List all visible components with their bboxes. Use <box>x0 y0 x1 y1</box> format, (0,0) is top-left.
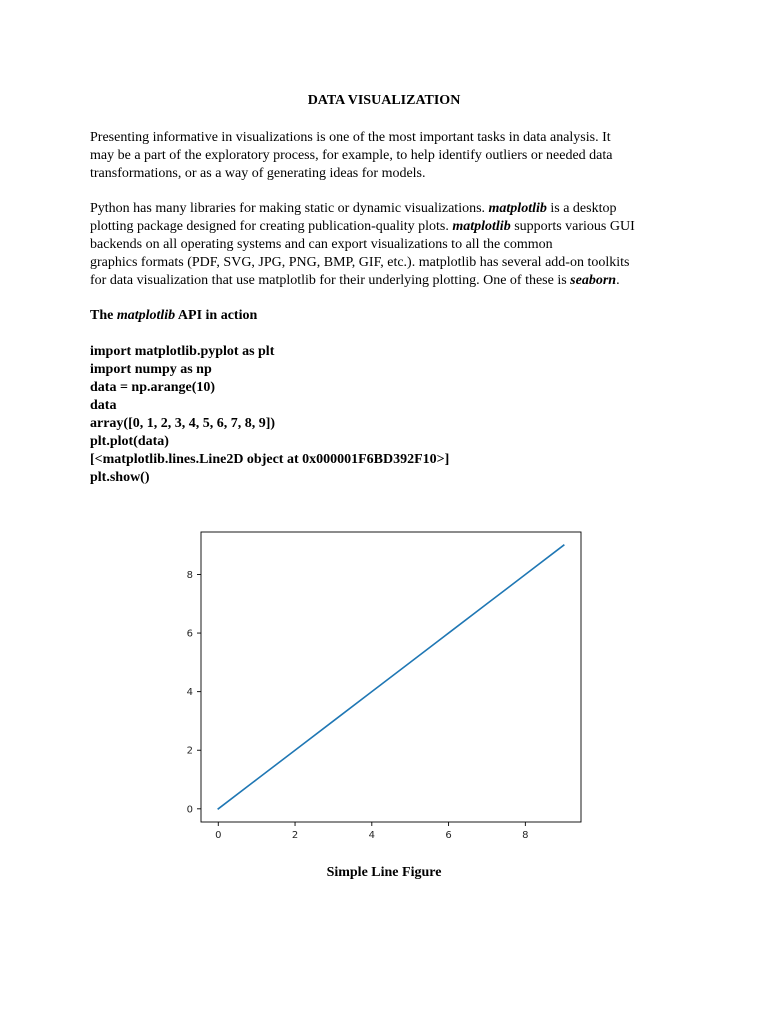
code-line: import numpy as np <box>90 362 212 377</box>
text-run: supports various GUI <box>510 219 635 234</box>
heading-prefix: The <box>90 308 117 323</box>
x-tick-label: 2 <box>291 830 299 841</box>
emphasis-matplotlib: matplotlib <box>488 201 547 216</box>
code-line: array([0, 1, 2, 3, 4, 5, 6, 7, 8, 9]) <box>90 416 276 431</box>
intro-line: transformations, or as a way of generating ideas for models. <box>90 166 426 181</box>
emphasis-seaborn: seaborn <box>570 273 617 288</box>
libraries-line <box>90 200 680 218</box>
series-line <box>218 545 563 809</box>
y-tick-label: 4 <box>186 687 193 699</box>
code-line: data = np.arange(10) <box>90 380 216 395</box>
y-tick-label: 8 <box>186 569 193 581</box>
y-tick-label: 2 <box>186 745 193 757</box>
page-title: DATA VISUALIZATION <box>307 93 461 108</box>
code-line: plt.show() <box>90 470 150 485</box>
y-tick-label: 0 <box>186 804 193 816</box>
code-line: import matplotlib.pyplot as plt <box>90 344 275 359</box>
intro-line: may be a part of the exploratory process, for example, to help identify outliers or needed data <box>90 148 613 163</box>
code-line: [<matplotlib.lines.Line2D object at 0x000001F6BD392F10>] <box>90 452 450 467</box>
heading-suffix: API in action <box>175 308 258 323</box>
intro-line: Presenting informative in visualizations is one of the most important tasks in data analysis. It <box>90 130 611 145</box>
text-run: plotting package designed for creating publication-quality plots. <box>90 219 453 234</box>
heading-emphasis: matplotlib <box>116 308 176 323</box>
text-run: for data visualization that use matplotlib for their underlying plotting. One of these is <box>90 273 571 288</box>
text-run: . <box>616 273 620 288</box>
x-tick-label: 8 <box>522 830 529 841</box>
line-chart-figure <box>140 500 628 864</box>
libraries-line: backends on all operating systems and can export visualizations to all the common <box>90 237 553 252</box>
emphasis-matplotlib: matplotlib <box>452 219 511 234</box>
libraries-line <box>90 218 680 236</box>
x-tick-label: 0 <box>215 830 222 841</box>
text-run: Python has many libraries for making static or dynamic visualizations. <box>90 201 489 216</box>
x-tick-label: 4 <box>368 830 375 841</box>
libraries-paragraph <box>90 200 680 290</box>
figure-caption: Simple Line Figure <box>326 865 442 880</box>
libraries-line <box>90 272 680 290</box>
line-chart <box>140 500 628 864</box>
code-line: data <box>90 398 117 413</box>
libraries-line: graphics formats (PDF, SVG, JPG, PNG, BMP, GIF, etc.). matplotlib has several add-on toolkits <box>90 255 630 270</box>
x-tick-label: 6 <box>445 830 452 841</box>
text-run: is a desktop <box>546 201 617 216</box>
intro-paragraph <box>90 129 680 183</box>
code-block <box>90 343 449 487</box>
y-tick-label: 6 <box>186 628 193 640</box>
code-line: plt.plot(data) <box>90 434 169 449</box>
section-heading <box>90 307 257 325</box>
